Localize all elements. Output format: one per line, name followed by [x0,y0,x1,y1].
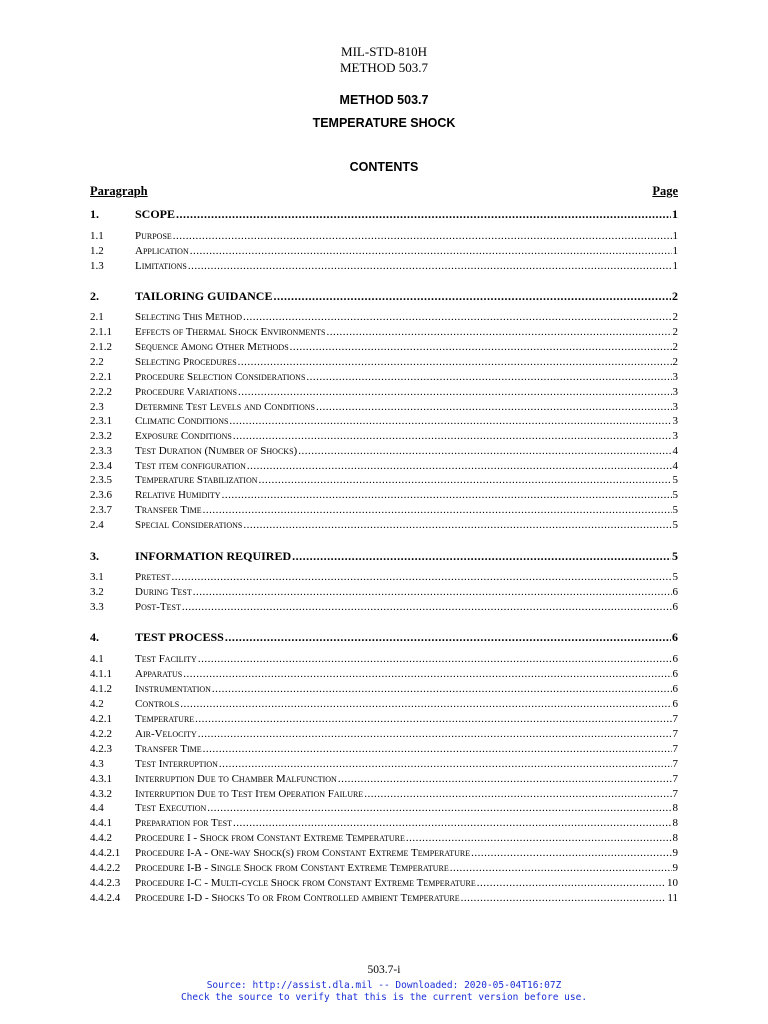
toc-entry-page: 5 [672,519,678,531]
toc-entry-number: 2.1.2 [90,341,112,353]
toc-entry-number: 4.3.1 [90,773,112,785]
toc-entry-label: Air-Velocity [135,728,197,740]
dot-leader [180,697,671,711]
dot-leader [461,891,667,905]
toc-entry-label: Test Duration (Number of Shocks) [135,445,298,457]
dot-leader [406,831,672,845]
toc-entry-number: 3.1 [90,571,104,583]
toc-entry-page: 6 [672,630,678,644]
toc-entry [90,861,678,875]
dot-leader [243,310,671,324]
toc-entry-number: 2.3.2 [90,430,112,442]
dot-leader [273,288,671,304]
toc-entry [90,816,678,830]
toc-entry [90,772,678,786]
method-name: TEMPERATURE SHOCK [312,116,456,130]
toc-entry-page: 5 [672,489,678,501]
dot-leader [190,244,672,258]
toc-entry-page: 1 [672,260,678,272]
toc-entry-page: 2 [672,356,678,368]
toc-entry-number: 4.3.2 [90,788,112,800]
toc-entry-page: 8 [672,817,678,829]
toc-entry-number: 4.4.2.1 [90,847,121,859]
paragraph-column-header: Paragraph [90,184,148,198]
document-std-header: MIL-STD-810H [341,44,427,59]
toc-entry-page: 4 [672,445,678,457]
toc-entry [90,385,678,399]
dot-leader [222,488,672,502]
dot-leader [298,444,671,458]
toc-entry-number: 4. [90,630,99,644]
toc-entry-number: 4.1.1 [90,668,112,680]
toc-entry-number: 4.3 [90,758,104,770]
toc-entry-label: Procedure I-D - Shocks To or From Controlled ambient Temperature [135,892,460,904]
toc-entry-number: 4.1 [90,653,104,665]
toc-entry-page: 3 [672,386,678,398]
toc-entry-number: 4.4.2.3 [90,877,121,889]
toc-entry-page: 6 [672,601,678,613]
toc-entry-number: 4.4.2.2 [90,862,121,874]
toc-entry-page: 2 [672,326,678,338]
dot-leader [238,385,672,399]
contents-heading: CONTENTS [349,160,419,174]
toc-entry-number: 2.1 [90,311,104,323]
toc-entry-label: Relative Humidity [135,489,221,501]
toc-entry-label: Procedure I-B - Single Shock from Constant Extreme Temperature [135,862,449,874]
toc-entry-number: 4.2.2 [90,728,112,740]
dot-leader [316,400,672,414]
source-notice: Source: http://assist.dla.mil -- Downloaded: 2020-05-04T16:07Z [206,980,562,991]
toc-entry-page: 6 [672,653,678,665]
toc-entry-label: Effects of Thermal Shock Environments [135,326,326,338]
toc-entry [90,570,678,584]
toc-entry [90,503,678,517]
dot-leader [193,585,672,599]
toc-entry-number: 1. [90,207,99,221]
toc-entry-number: 4.2.1 [90,713,112,725]
toc-entry-page: 11 [667,892,678,904]
toc-entry-number: 2.4 [90,519,104,531]
toc-entry-page: 10 [667,877,678,889]
document-method-header: METHOD 503.7 [339,60,429,75]
dot-leader [471,846,671,860]
dot-leader [219,757,672,771]
dot-leader [364,787,671,801]
dot-leader [326,325,671,339]
dot-leader [207,801,671,815]
dot-leader [233,429,672,443]
dot-leader [195,712,671,726]
toc-entry [90,244,678,258]
toc-entry-page: 3 [672,430,678,442]
verify-notice: Check the source to verify that this is the current version before use. [180,992,588,1003]
toc-entry-label: Purpose [135,230,172,242]
toc-entry-label: Application [135,245,189,257]
toc-entry [90,757,678,771]
dot-leader [225,629,671,645]
toc-entry-page: 6 [672,698,678,710]
toc-entry-page: 5 [672,549,678,563]
toc-entry-page: 3 [672,401,678,413]
page-column-header: Page [652,184,678,198]
toc-entry [90,518,678,532]
toc-entry-label: TAILORING GUIDANCE [135,289,273,303]
toc-entry-number: 2.2 [90,356,104,368]
toc-entry-number: 2.1.1 [90,326,112,338]
toc-entry-label: Post-Test [135,601,181,613]
toc-entry-number: 2.3 [90,401,104,413]
toc-entry-number: 1.3 [90,260,104,272]
toc-entry-number: 3.2 [90,586,104,598]
toc-entry [90,310,678,324]
toc-entry-number: 2. [90,289,99,303]
toc-entry [90,652,678,666]
dot-leader [171,570,671,584]
toc-entry [90,355,678,369]
toc-entry-label: Transfer Time [135,743,202,755]
toc-entry-number: 4.4.2.4 [90,892,121,904]
toc-entry-label: Preparation for Test [135,817,232,829]
toc-entry-number: 2.3.4 [90,460,112,472]
toc-entry-number: 4.4 [90,802,104,814]
method-title: METHOD 503.7 [339,93,429,107]
toc-entry-page: 3 [672,415,678,427]
toc-entry-label: Transfer Time [135,504,202,516]
toc-entry-label: Climatic Conditions [135,415,229,427]
dot-leader [229,414,671,428]
toc-entry-page: 5 [672,571,678,583]
toc-entry-page: 6 [672,683,678,695]
toc-entry [90,488,678,502]
dot-leader [176,206,671,222]
toc-entry-label: Limitations [135,260,187,272]
toc-entry-label: Interruption Due to Chamber Malfunction [135,773,337,785]
toc-entry [90,414,678,428]
toc-entry-page: 5 [672,504,678,516]
toc-entry-label: Instrumentation [135,683,211,695]
dot-leader [203,742,672,756]
toc-entry-number: 4.4.2 [90,832,112,844]
toc-entry-label: Determine Test Levels and Conditions [135,401,315,413]
dot-leader [183,667,671,681]
toc-entry-label: Exposure Conditions [135,430,232,442]
toc-entry-number: 4.2 [90,698,104,710]
toc-entry-page: 1 [672,245,678,257]
toc-entry-label: Interruption Due to Test Item Operation Failure [135,788,364,800]
dot-leader [247,459,672,473]
toc-entry-label: Controls [135,698,180,710]
toc-entry-number: 4.1.2 [90,683,112,695]
toc-entry [90,667,678,681]
toc-entry-label: Special Considerations [135,519,243,531]
toc-entry-label: Test item configuration [135,460,246,472]
toc-entry-page: 1 [672,207,678,221]
toc-entry-label: Procedure I - Shock from Constant Extreme Temperature [135,832,405,844]
toc-entry-label: INFORMATION REQUIRED [135,549,292,563]
toc-entry [90,444,678,458]
dot-leader [306,370,671,384]
dot-leader [259,473,672,487]
toc-entry [90,891,678,905]
toc-entry-page: 7 [672,713,678,725]
toc-entry-page: 3 [672,371,678,383]
dot-leader [198,652,672,666]
toc-section-entry [90,548,678,564]
toc-entry-page: 8 [672,832,678,844]
toc-entry-page: 9 [672,862,678,874]
toc-entry-number: 2.3.6 [90,489,112,501]
toc-entry-page: 5 [672,474,678,486]
toc-entry [90,682,678,696]
dot-leader [243,518,671,532]
toc-entry [90,727,678,741]
toc-entry-page: 8 [672,802,678,814]
toc-entry-number: 2.3.1 [90,415,112,427]
toc-entry-page: 1 [672,230,678,242]
dot-leader [450,861,672,875]
toc-entry [90,742,678,756]
toc-entry-page: 9 [672,847,678,859]
toc-entry [90,600,678,614]
toc-entry-page: 7 [672,758,678,770]
toc-entry [90,429,678,443]
toc-entry-number: 3.3 [90,601,104,613]
toc-entry-label: Apparatus [135,668,183,680]
toc-entry-label: TEST PROCESS [135,630,224,644]
toc-entry-label: SCOPE [135,207,176,221]
toc-entry-page: 2 [672,341,678,353]
toc-entry-label: Procedure I-A - One-way Shock(s) from Constant Extreme Temperature [135,847,471,859]
toc-entry-label: Selecting Procedures [135,356,237,368]
toc-entry-number: 1.1 [90,230,104,242]
toc-entry-number: 2.3.7 [90,504,112,516]
toc-entry-label: Procedure I-C - Multi-cycle Shock from Constant Extreme Temperature [135,877,476,889]
dot-leader [188,259,672,273]
toc-entry-page: 7 [672,773,678,785]
toc-entry-page: 2 [672,311,678,323]
toc-entry-page: 2 [672,289,678,303]
toc-entry-page: 6 [672,668,678,680]
toc-entry-label: Temperature Stabilization [135,474,258,486]
toc-entry-number: 3. [90,549,99,563]
dot-leader [338,772,672,786]
toc-entry-label: Procedure Variations [135,386,237,398]
toc-section-entry [90,629,678,645]
toc-entry-page: 6 [672,586,678,598]
toc-entry-number: 2.2.1 [90,371,112,383]
toc-entry [90,370,678,384]
toc-entry [90,801,678,815]
page-number: 503.7-i [367,964,401,976]
toc-entry [90,876,678,890]
toc-entry-label: Selecting This Method [135,311,243,323]
toc-entry-label: During Test [135,586,192,598]
toc-section-entry [90,288,678,304]
dot-leader [238,355,672,369]
dot-leader [212,682,672,696]
toc-entry [90,585,678,599]
toc-entry [90,787,678,801]
toc-entry-label: Test Facility [135,653,197,665]
toc-entry-number: 1.2 [90,245,104,257]
toc-entry-label: Test Interruption [135,758,218,770]
toc-entry-page: 7 [672,788,678,800]
toc-entry [90,459,678,473]
dot-leader [198,727,672,741]
toc-entry [90,846,678,860]
toc-entry-page: 4 [672,460,678,472]
toc-entry [90,400,678,414]
toc-entry [90,340,678,354]
toc-entry-number: 2.3.5 [90,474,112,486]
toc-entry-label: Temperature [135,713,195,725]
toc-entry [90,473,678,487]
toc-entry-page: 7 [672,728,678,740]
toc-entry [90,325,678,339]
dot-leader [182,600,672,614]
dot-leader [292,548,671,564]
toc-entry-number: 2.3.3 [90,445,112,457]
toc-entry-number: 4.2.3 [90,743,112,755]
toc-entry-label: Test Execution [135,802,207,814]
dot-leader [173,229,672,243]
toc-entry-label: Pretest [135,571,171,583]
toc-entry [90,712,678,726]
dot-leader [477,876,666,890]
toc-section-entry [90,206,678,222]
toc-entry [90,697,678,711]
toc-entry-label: Sequence Among Other Methods [135,341,289,353]
toc-entry [90,229,678,243]
dot-leader [233,816,672,830]
toc-entry [90,259,678,273]
toc-entry-number: 2.2.2 [90,386,112,398]
toc-entry-number: 4.4.1 [90,817,112,829]
dot-leader [203,503,672,517]
toc-entry-label: Procedure Selection Considerations [135,371,306,383]
dot-leader [290,340,672,354]
toc-entry-page: 7 [672,743,678,755]
toc-entry [90,831,678,845]
